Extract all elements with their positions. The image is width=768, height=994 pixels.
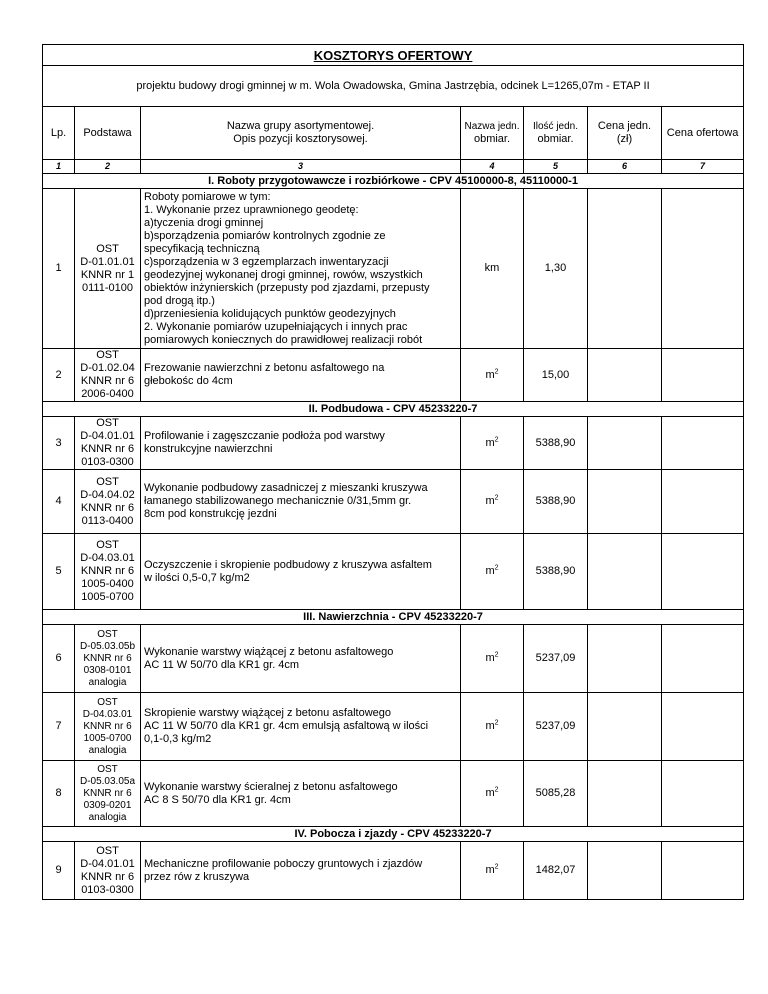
text-line: KNNR nr 6 xyxy=(80,375,135,387)
column-header-row xyxy=(43,107,744,160)
cell-description xyxy=(141,349,461,402)
text-line: pod drogą itp.) xyxy=(144,294,215,307)
text-line: OST xyxy=(97,763,118,775)
col-number: 4 xyxy=(461,160,524,174)
text-line: Mechaniczne profilowanie poboczy gruntowych i zjazdów xyxy=(144,857,423,870)
unit-text: km xyxy=(484,262,500,274)
cell-unit xyxy=(461,625,524,693)
cell-quantity: 5085,28 xyxy=(524,761,588,827)
table-row xyxy=(43,417,744,470)
unit-exponent: 2 xyxy=(494,786,499,794)
text-line: 1. Wykonanie przez uprawnionego geodetę: xyxy=(144,203,359,216)
text-line: 8cm pod konstrukcję jezdni xyxy=(144,508,277,520)
section-row xyxy=(43,827,744,842)
cell-unit xyxy=(461,693,524,761)
cell-quantity: 1482,07 xyxy=(524,842,588,900)
column-number-row xyxy=(43,160,744,174)
text-line: OST xyxy=(96,349,119,361)
unit-exponent: 2 xyxy=(494,863,499,871)
cell-unit-price-input[interactable] xyxy=(588,470,662,534)
text-line: AC 11 W 50/70 dla KR1 gr. 4cm xyxy=(144,658,300,671)
text-line: D-05.03.05b xyxy=(79,640,136,652)
cell-unit-price-input[interactable] xyxy=(588,842,662,900)
unit-exponent: 2 xyxy=(494,494,499,502)
cell-quantity: 1,30 xyxy=(524,189,588,349)
unit-text: m xyxy=(485,565,495,577)
unit-text: m xyxy=(485,436,495,449)
section-row xyxy=(43,402,744,417)
cell-lp: 1 xyxy=(43,189,75,349)
cell-unit-price-input[interactable] xyxy=(588,417,662,470)
text-line: KNNR nr 6 xyxy=(83,720,132,732)
cell-podstawa xyxy=(75,693,141,761)
cell-podstawa xyxy=(75,349,141,402)
cell-unit xyxy=(461,470,524,534)
cell-podstawa xyxy=(75,842,141,900)
text-line: analogia xyxy=(88,676,127,688)
unit-text: m xyxy=(485,720,495,732)
header-ilosc: Ilość jedn. obmiar. xyxy=(524,107,588,160)
text-line: głebokośc do 4cm xyxy=(144,375,233,387)
cell-unit xyxy=(461,534,524,610)
text-line: 1005-0400 xyxy=(81,578,134,590)
document-title: KOSZTORYS OFERTOWY xyxy=(43,45,744,66)
col-number: 2 xyxy=(75,160,141,174)
unit-text: m xyxy=(485,495,495,507)
section-row xyxy=(43,610,744,625)
header-nazwa: Nazwa grupy asortymentowej. Opis pozycji kosztorysowej. xyxy=(141,107,461,160)
cell-quantity: 5388,90 xyxy=(524,534,588,610)
cell-unit-price-input[interactable] xyxy=(588,189,662,349)
text-line: D-04.04.02 xyxy=(80,488,135,501)
cell-offer-price-input[interactable] xyxy=(662,693,744,761)
section-title: I. Roboty przygotowawcze i rozbiórkowe - CPV 45100000-8, 45110000-1 xyxy=(43,174,744,189)
text-line: 0103-0300 xyxy=(81,456,134,468)
text-line: analogia xyxy=(88,811,127,823)
text-line: obiektów inżynierskich (przepusty pod zjazdami, przepusty xyxy=(144,281,430,294)
text-line: KNNR nr 6 xyxy=(80,870,135,883)
unit-text: m xyxy=(485,652,495,664)
cell-lp: 8 xyxy=(43,761,75,827)
text-line: 0113-0400 xyxy=(81,514,134,527)
cell-lp: 6 xyxy=(43,625,75,693)
cell-offer-price-input[interactable] xyxy=(662,625,744,693)
section-title: IV. Pobocza i zjazdy - CPV 45233220-7 xyxy=(43,827,744,842)
cell-description xyxy=(141,534,461,610)
text-line: KNNR nr 6 xyxy=(83,652,132,664)
text-line: OST xyxy=(97,628,118,640)
cell-description xyxy=(141,693,461,761)
text-line: AC 8 S 50/70 dla KR1 gr. 4cm xyxy=(144,793,291,806)
cell-unit-price-input[interactable] xyxy=(588,761,662,827)
text-line: przez rów z kruszywa xyxy=(144,870,250,883)
table-row xyxy=(43,761,744,827)
text-line: 1005-0700 xyxy=(83,732,132,744)
text-line: AC 11 W 50/70 dla KR1 gr. 4cm emulsją asfaltową w ilości xyxy=(144,720,429,732)
unit-exponent: 2 xyxy=(494,719,499,727)
text-line: OST xyxy=(96,417,119,429)
cell-podstawa xyxy=(75,761,141,827)
cell-description xyxy=(141,470,461,534)
cell-lp: 3 xyxy=(43,417,75,470)
table-row xyxy=(43,842,744,900)
text-line: 2006-0400 xyxy=(81,388,134,400)
text-line: KNNR nr 6 xyxy=(83,787,132,799)
header-cena-ofertowa: Cena ofertowa xyxy=(662,107,744,160)
cell-description xyxy=(141,842,461,900)
cell-unit xyxy=(461,417,524,470)
cell-description xyxy=(141,417,461,470)
cell-unit-price-input[interactable] xyxy=(588,349,662,402)
text-line: Oczyszczenie i skropienie podbudowy z kruszywa asfaltem xyxy=(144,558,432,571)
text-line: 0111-0100 xyxy=(82,281,133,294)
text-line: OST xyxy=(96,242,119,255)
unit-exponent: 2 xyxy=(494,367,499,375)
text-line: Roboty pomiarowe w tym: xyxy=(144,190,271,203)
table-row xyxy=(43,470,744,534)
text-line: c)sporządzenia w 3 egzemplarzach inwentaryzacji xyxy=(144,255,389,268)
col-number: 5 xyxy=(524,160,588,174)
text-line: analogia xyxy=(88,744,127,756)
cell-description xyxy=(141,761,461,827)
text-line: d)przeniesienia kolidujących punktów geodezyjnych xyxy=(144,307,396,320)
cell-lp: 9 xyxy=(43,842,75,900)
cell-quantity: 15,00 xyxy=(524,349,588,402)
text-line: D-01.01.01 xyxy=(80,255,135,268)
cell-quantity: 5388,90 xyxy=(524,417,588,470)
text-line: Frezowanie nawierzchni z betonu asfaltowego na xyxy=(144,362,385,374)
text-line: Skropienie warstwy wiążącej z betonu asfaltowego xyxy=(144,707,392,719)
cell-lp: 5 xyxy=(43,534,75,610)
text-line: OST xyxy=(96,475,119,488)
unit-text: m xyxy=(485,368,495,381)
cell-quantity: 5388,90 xyxy=(524,470,588,534)
text-line: KNNR nr 6 xyxy=(80,565,135,577)
text-line: b)sporządzenia pomiarów kontrolnych zgodnie ze xyxy=(144,229,386,242)
text-line: D-04.01.01 xyxy=(80,857,135,870)
unit-text: m xyxy=(485,787,495,799)
text-line: 0,1-0,3 kg/m2 xyxy=(144,733,212,745)
col-number: 3 xyxy=(141,160,461,174)
cell-quantity: 5237,09 xyxy=(524,693,588,761)
cell-lp: 7 xyxy=(43,693,75,761)
header-podstawa: Podstawa xyxy=(75,107,141,160)
text-line: 2. Wykonanie pomiarów uzupełniających i innych prac xyxy=(144,320,408,333)
cell-unit-price-input[interactable] xyxy=(588,693,662,761)
header-lp: Lp. xyxy=(43,107,75,160)
cell-lp: 4 xyxy=(43,470,75,534)
text-line: konstrukcyjne nawierzchni xyxy=(144,443,273,455)
text-line: KNNR nr 1 xyxy=(80,268,135,281)
text-line: OST xyxy=(96,539,119,551)
text-line: 1005-0700 xyxy=(81,591,134,603)
cell-podstawa xyxy=(75,534,141,610)
text-line: D-04.03.01 xyxy=(80,552,135,564)
cell-podstawa xyxy=(75,470,141,534)
cost-estimate-table xyxy=(42,44,744,900)
cell-unit xyxy=(461,761,524,827)
cell-quantity: 5237,09 xyxy=(524,625,588,693)
cell-offer-price-input[interactable] xyxy=(662,534,744,610)
cell-description xyxy=(141,189,461,349)
text-line: łamanego stabilizowanego mechanicznie 0/31,5mm gr. xyxy=(144,495,412,507)
cell-podstawa xyxy=(75,417,141,470)
cell-offer-price-input[interactable] xyxy=(662,189,744,349)
col-number: 7 xyxy=(662,160,744,174)
section-row xyxy=(43,174,744,189)
text-line: KNNR nr 6 xyxy=(80,501,135,514)
text-line: Wykonanie warstwy ścieralnej z betonu asfaltowego xyxy=(144,780,398,793)
text-line: 0308-0101 xyxy=(83,664,132,676)
cell-podstawa xyxy=(75,625,141,693)
unit-exponent: 2 xyxy=(494,651,499,659)
text-line: D-01.02.04 xyxy=(80,362,135,374)
text-line: D-04.03.01 xyxy=(82,708,133,720)
section-title: III. Nawierzchnia - CPV 45233220-7 xyxy=(43,610,744,625)
text-line: 0103-0300 xyxy=(81,883,134,896)
unit-exponent: 2 xyxy=(494,564,499,572)
col-number: 6 xyxy=(588,160,662,174)
header-jednostka: Nazwa jedn. obmiar. xyxy=(461,107,524,160)
table-row xyxy=(43,189,744,349)
cell-offer-price-input[interactable] xyxy=(662,761,744,827)
cell-lp: 2 xyxy=(43,349,75,402)
table-row xyxy=(43,625,744,693)
text-line: a)tyczenia drogi gminnej xyxy=(144,216,264,229)
cell-unit xyxy=(461,842,524,900)
table-row xyxy=(43,534,744,610)
text-line: OST xyxy=(96,844,119,857)
text-line: Profilowanie i zagęszczanie podłoża pod warstwy xyxy=(144,430,385,442)
text-line: OST xyxy=(97,696,118,708)
cell-unit xyxy=(461,349,524,402)
cell-podstawa xyxy=(75,189,141,349)
unit-text: m xyxy=(485,864,495,876)
section-title: II. Podbudowa - CPV 45233220-7 xyxy=(43,402,744,417)
cell-offer-price-input[interactable] xyxy=(662,417,744,470)
text-line: pomiarowych koniecznych do prawidłowej realizacji robót xyxy=(144,333,423,346)
text-line: geodezyjnej wykonanej drogi gminnej, rowów, wszystkich xyxy=(144,268,423,281)
unit-exponent: 2 xyxy=(494,435,499,443)
text-line: Wykonanie podbudowy zasadniczej z mieszanki kruszywa xyxy=(144,482,428,494)
cell-offer-price-input[interactable] xyxy=(662,842,744,900)
cell-unit-price-input[interactable] xyxy=(588,534,662,610)
text-line: 0309-0201 xyxy=(83,799,132,811)
cell-offer-price-input[interactable] xyxy=(662,349,744,402)
header-cena-jedn: Cena jedn. (zł) xyxy=(588,107,662,160)
table-row xyxy=(43,349,744,402)
cell-description xyxy=(141,625,461,693)
text-line: D-04.01.01 xyxy=(80,430,135,442)
text-line: D-05.03.05a xyxy=(79,775,136,787)
text-line: specyfikacją techniczną xyxy=(144,242,260,255)
text-line: w ilości 0,5-0,7 kg/m2 xyxy=(144,571,250,584)
text-line: Wykonanie warstwy wiążącej z betonu asfaltowego xyxy=(144,645,394,658)
text-line: KNNR nr 6 xyxy=(80,443,135,455)
cell-unit xyxy=(461,189,524,349)
table-row xyxy=(43,693,744,761)
col-number: 1 xyxy=(43,160,75,174)
cell-offer-price-input[interactable] xyxy=(662,470,744,534)
project-description: projektu budowy drogi gminnej w m. Wola Owadowska, Gmina Jastrzębia, odcinek L=1265,07m - ETAP II xyxy=(43,66,744,107)
cell-unit-price-input[interactable] xyxy=(588,625,662,693)
